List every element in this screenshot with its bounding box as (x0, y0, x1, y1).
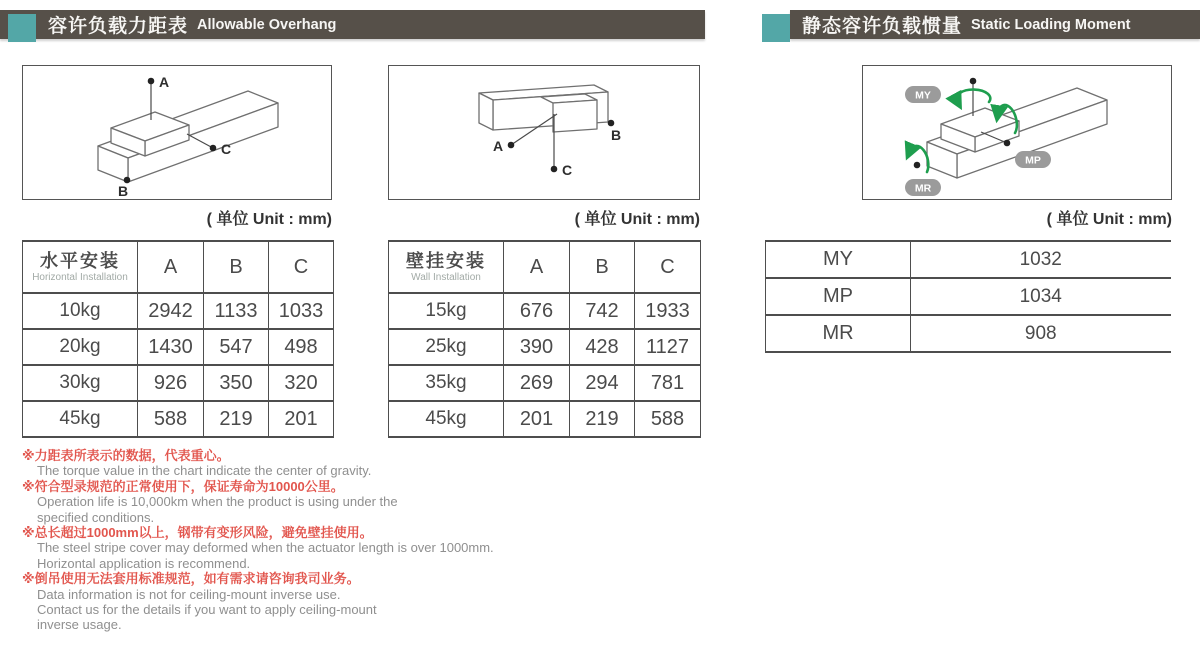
moment-value-cell: 1032 (911, 241, 1171, 278)
teal-accent-square (8, 14, 36, 42)
note-cn-line: ※符合型录规范的正常使用下，保证寿命为10000公里。 (22, 478, 344, 494)
table-title-cn: 壁挂安装 (406, 251, 486, 271)
moment-label-cell: MR (766, 315, 911, 352)
mr-axis-dot (914, 162, 921, 169)
table-row (389, 401, 701, 437)
note-cn-line: ※倒吊使用无法套用标准规范，如有需求请咨询我司业务。 (22, 571, 360, 587)
note-en-line: Operation life is 10,000km when the product is using under the (37, 494, 398, 510)
table-row (766, 278, 1171, 315)
value-cell: 1133 (204, 293, 269, 329)
col-header-a: A (138, 241, 204, 293)
point-c-dot (210, 145, 217, 152)
value-cell: 676 (504, 293, 570, 329)
label-a: A (159, 74, 170, 90)
note-en-line: inverse usage. (37, 617, 122, 633)
slider-block-front (553, 100, 597, 132)
rotation-arrow-mr (910, 146, 928, 172)
value-cell: 742 (570, 293, 635, 329)
actuator-beam-end (479, 93, 493, 130)
wall-installation-diagram (389, 66, 698, 197)
value-cell: 1033 (269, 293, 334, 329)
label-b: B (611, 127, 622, 143)
value-cell: 1127 (635, 329, 701, 365)
value-cell: 498 (269, 329, 334, 365)
mp-axis-dot (1004, 140, 1011, 147)
col-header-c: C (635, 241, 701, 293)
note-cn-line: ※力距表所表示的数据，代表重心。 (22, 448, 230, 463)
note-en-line: Horizontal application is recommend. (37, 555, 251, 571)
horizontal-installation-diagram (23, 66, 330, 197)
col-header-c: C (269, 241, 334, 293)
unit-label: ( 单位 Unit : mm) (1046, 211, 1172, 228)
value-cell: 219 (204, 401, 269, 437)
value-cell: 2942 (138, 293, 204, 329)
table-row (23, 329, 334, 365)
moment-diagram (863, 66, 1170, 197)
value-cell: 926 (138, 365, 204, 401)
col-header-b: B (570, 241, 635, 293)
section-title-cn: 容许负载力距表 (48, 16, 189, 37)
label-a: A (493, 138, 504, 154)
moment-table-wrap (765, 240, 1171, 353)
load-cell: 35kg (389, 365, 504, 401)
load-cell: 25kg (389, 329, 504, 365)
table-row (389, 293, 701, 329)
point-a-dot (148, 78, 155, 85)
note-cn-line: ※总长超过1000mm以上，钢带有变形风险，避免壁挂使用。 (22, 525, 373, 541)
note-en-line: specified conditions. (37, 509, 155, 525)
diagram-box-horizontal (22, 65, 332, 200)
table-title-cn: 水平安装 (40, 251, 120, 271)
value-cell: 781 (635, 365, 701, 401)
point-c-dot (551, 166, 558, 173)
label-b: B (118, 183, 129, 197)
table-row (389, 365, 701, 401)
mp-badge-label: MP (1025, 154, 1041, 167)
diagram-box-moment (862, 65, 1172, 200)
table-header-row (23, 241, 334, 293)
note-en-line: The torque value in the chart indicate the center of gravity. (37, 463, 372, 479)
diagram-box-wall (388, 65, 700, 200)
value-cell: 350 (204, 365, 269, 401)
col-header-a: A (504, 241, 570, 293)
section-title-cn: 静态容许负载惯量 (802, 16, 963, 37)
horizontal-installation-table (22, 240, 334, 438)
table-row (766, 315, 1171, 352)
load-cell: 10kg (23, 293, 138, 329)
value-cell: 588 (138, 401, 204, 437)
value-cell: 547 (204, 329, 269, 365)
wall-installation-table (388, 240, 701, 438)
horizontal-table-wrap (22, 240, 334, 438)
my-badge-label: MY (915, 89, 931, 102)
footnotes-block (22, 448, 494, 633)
load-cell: 15kg (389, 293, 504, 329)
moment-value-cell: 908 (911, 315, 1171, 352)
moment-label-cell: MY (766, 241, 911, 278)
value-cell: 1933 (635, 293, 701, 329)
moment-table (765, 240, 1171, 353)
value-cell: 294 (570, 365, 635, 401)
table-title-en: Horizontal Installation (32, 272, 128, 283)
value-cell: 201 (269, 401, 334, 437)
table-row (23, 365, 334, 401)
value-cell: 588 (635, 401, 701, 437)
my-axis-dot (970, 78, 977, 85)
note-en-line: Contact us for the details if you want to apply ceiling-mount (37, 602, 377, 618)
point-b-dot (608, 120, 615, 127)
section-header-static-moment (790, 10, 1200, 39)
load-cell: 45kg (389, 401, 504, 437)
moment-label-cell: MP (766, 278, 911, 315)
table-title-en: Wall Installation (411, 272, 481, 283)
teal-accent-square (762, 14, 790, 42)
col-header-b: B (204, 241, 269, 293)
value-cell: 390 (504, 329, 570, 365)
section-title-en: Allowable Overhang (197, 16, 337, 33)
moment-value-cell: 1034 (911, 278, 1171, 315)
load-cell: 45kg (23, 401, 138, 437)
section-title-en: Static Loading Moment (971, 16, 1131, 33)
table-row (23, 401, 334, 437)
note-en-line: The steel stripe cover may deformed when the actuator length is over 1000mm. (37, 540, 494, 556)
section-header-allowable-overhang (0, 10, 705, 39)
value-cell: 269 (504, 365, 570, 401)
table-row (766, 241, 1171, 278)
table-title-cell (389, 241, 504, 293)
value-cell: 320 (269, 365, 334, 401)
value-cell: 1430 (138, 329, 204, 365)
unit-label: ( 单位 Unit : mm) (206, 211, 332, 228)
unit-label: ( 单位 Unit : mm) (574, 211, 700, 228)
label-c: C (562, 162, 573, 178)
table-title-cell (23, 241, 138, 293)
wall-table-wrap (388, 240, 701, 438)
point-a-dot (508, 142, 515, 149)
mr-badge-label: MR (914, 182, 932, 195)
table-row (23, 293, 334, 329)
value-cell: 428 (570, 329, 635, 365)
value-cell: 201 (504, 401, 570, 437)
label-c: C (221, 141, 232, 157)
value-cell: 219 (570, 401, 635, 437)
load-cell: 30kg (23, 365, 138, 401)
table-header-row (389, 241, 701, 293)
table-row (389, 329, 701, 365)
note-en-line: Data information is not for ceiling-mount inverse use. (37, 586, 341, 602)
load-cell: 20kg (23, 329, 138, 365)
